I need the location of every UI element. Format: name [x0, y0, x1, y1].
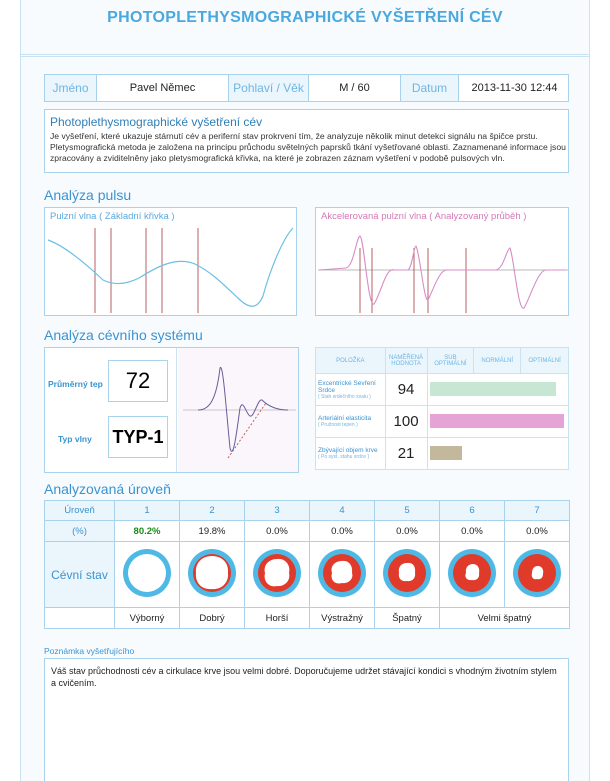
examiner-note-box	[44, 658, 569, 781]
vascular-section-title: Analýza cévního systému	[44, 327, 203, 343]
rating-label: Velmi špatný	[440, 608, 570, 629]
row-bar-cell	[427, 438, 568, 470]
row-item	[316, 374, 386, 406]
vessel-icon	[251, 547, 303, 599]
wave-type-label: Typ vlny	[58, 434, 92, 444]
patient-header	[44, 74, 569, 102]
levels-table	[44, 500, 570, 629]
row-item-name: Excentrické Sevření Srdce	[318, 379, 376, 394]
level-percent: 0.0%	[440, 521, 505, 542]
examiner-note-text: Váš stav průchodnosti cév a cirkulace krve jsou velmi dobré. Doporučujeme udržet stávající kondici s vhodným životním stylem a cvičením.	[51, 666, 557, 688]
vascular-table	[315, 347, 569, 470]
row-bar-cell	[427, 374, 568, 406]
row-bar-cell	[427, 406, 568, 438]
level-number: 7	[505, 501, 570, 521]
rating-spacer	[45, 608, 115, 629]
vessel-icon	[381, 547, 433, 599]
vessel-icon	[121, 547, 173, 599]
sex-age-label: Pohlaví / Věk	[229, 75, 309, 101]
vessel-cell	[245, 542, 310, 608]
table-row	[316, 374, 569, 406]
rating-label: Horší	[245, 608, 310, 629]
level-number-row	[45, 501, 570, 521]
vascular-wave-plot	[178, 348, 298, 472]
rating-label: Špatný	[375, 608, 440, 629]
pulse-wave-chart	[44, 207, 297, 316]
row-item-sub: ( Po syst. stahu srdce )	[318, 454, 370, 460]
vessel-state-label: Cévní stav	[45, 542, 115, 608]
col-header-optimal: OPTIMÁLNÍ	[521, 348, 569, 374]
accel-wave-curve	[319, 236, 566, 308]
row-bar	[430, 446, 462, 460]
row-item	[316, 438, 386, 470]
description-box	[44, 109, 569, 173]
title-divider	[20, 54, 590, 57]
table-row	[316, 438, 569, 470]
vascular-wave-curve	[198, 367, 288, 451]
level-number: 5	[375, 501, 440, 521]
pulse-section-title: Analýza pulsu	[44, 187, 132, 203]
row-item-sub: ( Stah srdečního svalu )	[318, 393, 371, 400]
level-percent: 0.0%	[245, 521, 310, 542]
patient-sex-age: M / 60	[309, 75, 401, 101]
row-bar	[430, 382, 556, 396]
description-title: Photoplethysmographické vyšetření cév	[50, 115, 263, 129]
accel-wave-plot	[316, 208, 570, 317]
vessel-cell	[375, 542, 440, 608]
description-text: Je vyšetření, které ukazuje stárnutí cév a periferní stav prokrvení tím, že analyzuje několik minut detekci signálu na špičce prstu. Pletysmografická metoda je založena na principu průchodu světelných paprsků tkání vyšetřované oblasti. Zaznamenané informace jsou zpracovány a zviditelněny jako pletysmografická křivka, na které je zobrazen záznam vyšetření v podobě pulsových vln.	[50, 131, 566, 163]
vessel-icon	[511, 547, 563, 599]
row-value: 94	[385, 374, 427, 406]
row-bar	[430, 414, 564, 428]
vessel-icon	[446, 547, 498, 599]
vessel-rating-row	[45, 608, 570, 629]
name-label: Jméno	[45, 75, 97, 101]
date-label: Datum	[401, 75, 459, 101]
levels-section-title: Analyzovaná úroveň	[44, 481, 171, 497]
avg-pulse-label: Průměrný tep	[48, 379, 103, 389]
vessel-icon	[316, 547, 368, 599]
avg-pulse-value: 72	[108, 360, 168, 402]
rating-label: Výborný	[115, 608, 180, 629]
vessel-cell	[310, 542, 375, 608]
level-percent-row	[45, 521, 570, 542]
level-percent: 0.0%	[505, 521, 570, 542]
rating-label: Výstražný	[310, 608, 375, 629]
wave-type-value: TYP-1	[108, 416, 168, 458]
col-header-sub: SUB OPTIMÁLNÍ	[427, 348, 474, 374]
level-percent: 0.0%	[375, 521, 440, 542]
level-percent: 80.2%	[115, 521, 180, 542]
exam-date: 2013-11-30 12:44	[471, 82, 558, 94]
vessel-cell	[505, 542, 570, 608]
vessel-state-row	[45, 542, 570, 608]
level-number: 6	[440, 501, 505, 521]
col-header-value: NAMĚŘENÁ HODNOTA	[385, 348, 427, 374]
vessel-cell	[440, 542, 505, 608]
accel-wave-title: Akcelerovaná pulzní vlna ( Analyzovaný průběh )	[321, 211, 527, 222]
vascular-summary	[44, 347, 299, 473]
vascular-table-header	[316, 348, 569, 374]
rating-label: Dobrý	[180, 608, 245, 629]
col-header-item: POLOŽKA	[316, 348, 386, 374]
row-item-sub: ( Pružnost tepen )	[318, 422, 358, 428]
level-number: 3	[245, 501, 310, 521]
level-percent: 19.8%	[180, 521, 245, 542]
percent-label: (%)	[45, 521, 115, 542]
row-item-name: Arteriální elasticita	[318, 415, 372, 422]
level-percent: 0.0%	[310, 521, 375, 542]
level-number: 2	[180, 501, 245, 521]
vessel-icon	[186, 547, 238, 599]
examiner-note-label: Poznámka vyšetřujícího	[44, 646, 135, 656]
report-title: PHOTOPLETHYSMOGRAPHICKÉ VYŠETŘENÍ CÉV	[107, 9, 503, 26]
vessel-cell	[115, 542, 180, 608]
row-item	[316, 406, 386, 438]
accel-wave-chart	[315, 207, 569, 316]
vascular-divider	[176, 348, 177, 472]
row-item-name: Zbývající objem krve	[318, 447, 378, 454]
table-row	[316, 406, 569, 438]
level-number: 1	[115, 501, 180, 521]
pulse-wave-curve	[48, 228, 293, 306]
level-number: 4	[310, 501, 375, 521]
row-value: 21	[385, 438, 427, 470]
pulse-wave-plot	[45, 208, 298, 317]
row-value: 100	[385, 406, 427, 438]
level-label: Úroveň	[45, 501, 115, 521]
col-header-normal: NORMÁLNÍ	[474, 348, 521, 374]
pulse-wave-title: Pulzní vlna ( Základní křivka )	[50, 211, 175, 222]
patient-name: Pavel Němec	[97, 75, 229, 101]
vessel-cell	[180, 542, 245, 608]
